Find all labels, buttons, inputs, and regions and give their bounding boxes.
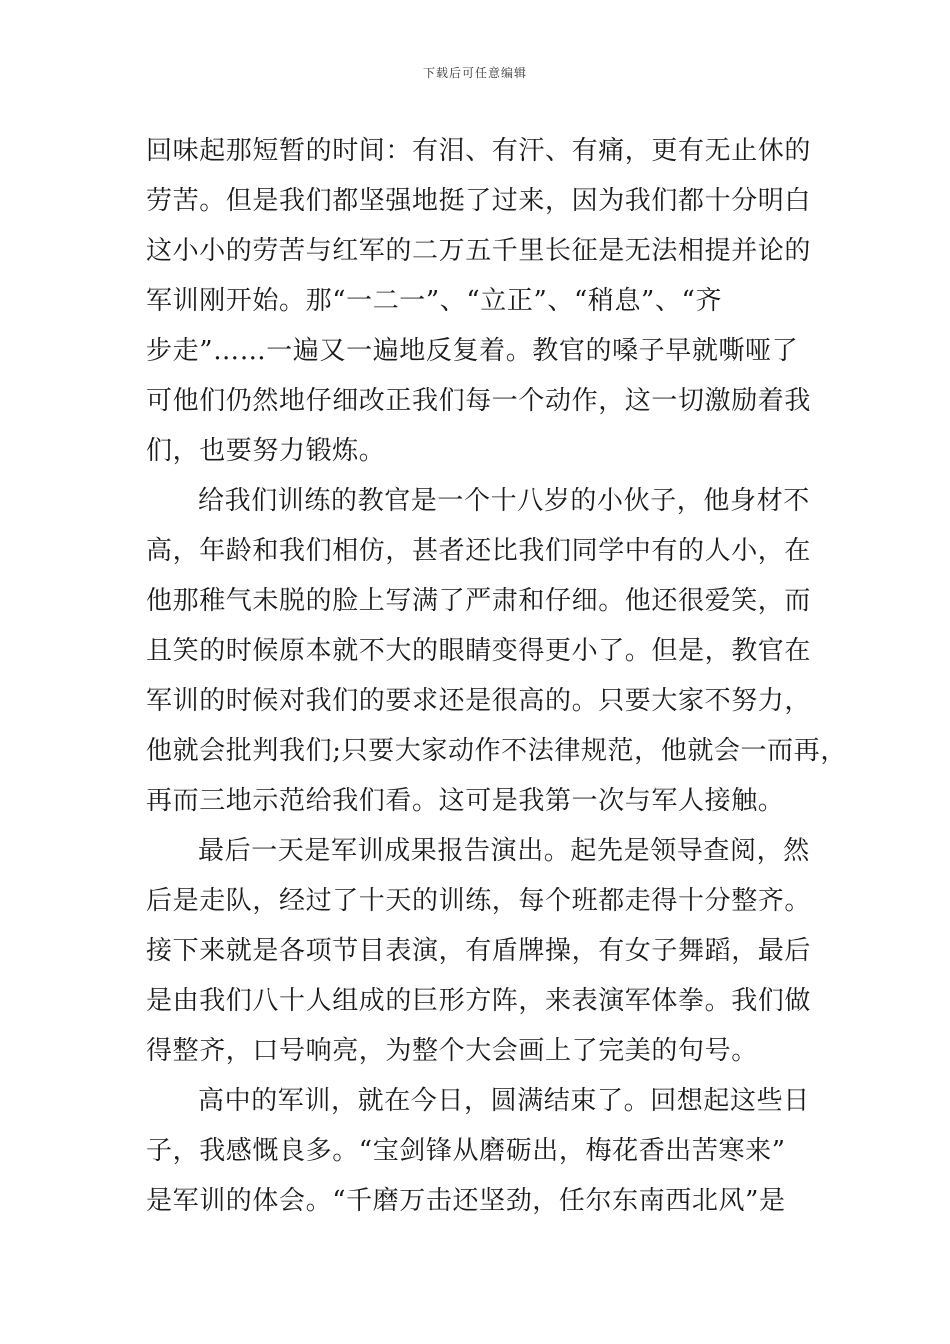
text-line: 是军训的体会。“千磨万击还坚劲，任尔东南西北风”是 — [146, 1186, 786, 1216]
text-line: 得整齐，口号响亮，为整个大会画上了完美的句号。 — [146, 1036, 758, 1066]
paragraph — [146, 1076, 810, 1226]
text-line: 子，我感慨良多。“宝剑锋从磨砺出，梅花香出苦寒来” — [146, 1136, 786, 1166]
text-line: 给我们训练的教官是一个十八岁的小伙子，他身材不 — [198, 486, 810, 516]
text-line: 且笑的时候原本就不大的眼睛变得更小了。但是，教官在 — [146, 636, 812, 666]
text-line: 们，也要努力锻炼。 — [146, 436, 386, 466]
text-line: 是由我们八十人组成的巨形方阵，来表演军体拳。我们做 — [146, 986, 812, 1016]
text-line: 再而三地示范给我们看。这可是我第一次与军人接触。 — [146, 786, 785, 816]
text-line: 可他们仍然地仔细改正我们每一个动作，这一切激励着我 — [146, 386, 812, 416]
text-line: 接下来就是各项节目表演，有盾牌操，有女子舞蹈，最后 — [146, 936, 812, 966]
text-line: 军训刚开始。那“一二一”、“立正”、“稍息”、“齐 — [146, 286, 723, 316]
text-line: 高中的军训，就在今日，圆满结束了。回想起这些日 — [198, 1086, 810, 1116]
paragraph — [146, 826, 812, 1076]
document-body — [146, 126, 847, 1226]
text-line: 他那稚气未脱的脸上写满了严肃和仔细。他还很爱笑，而 — [146, 586, 812, 616]
paragraph — [146, 476, 847, 826]
text-line: 高，年龄和我们相仿，甚者还比我们同学中有的人小，在 — [146, 536, 812, 566]
paragraph — [146, 126, 812, 476]
text-line: 后是走队，经过了十天的训练，每个班都走得十分整齐。 — [146, 886, 812, 916]
text-line: 劳苦。但是我们都坚强地挺了过来，因为我们都十分明白 — [146, 186, 812, 216]
page-header: 下载后可任意编辑 — [422, 66, 527, 80]
text-line: 步走”……一遍又一遍地反复着。教官的嗓子早就嘶哑了 — [146, 336, 799, 366]
text-line: 这小小的劳苦与红军的二万五千里长征是无法相提并论的 — [146, 236, 812, 266]
text-line: 军训的时候对我们的要求还是很高的。只要大家不努力， — [146, 686, 812, 716]
text-line: 他就会批判我们;只要大家动作不法律规范，他就会一而再， — [146, 736, 847, 766]
text-line: 最后一天是军训成果报告演出。起先是领导查阅，然 — [198, 836, 810, 866]
text-line: 回味起那短暂的时间：有泪、有汗、有痛，更有无止休的 — [146, 136, 812, 166]
